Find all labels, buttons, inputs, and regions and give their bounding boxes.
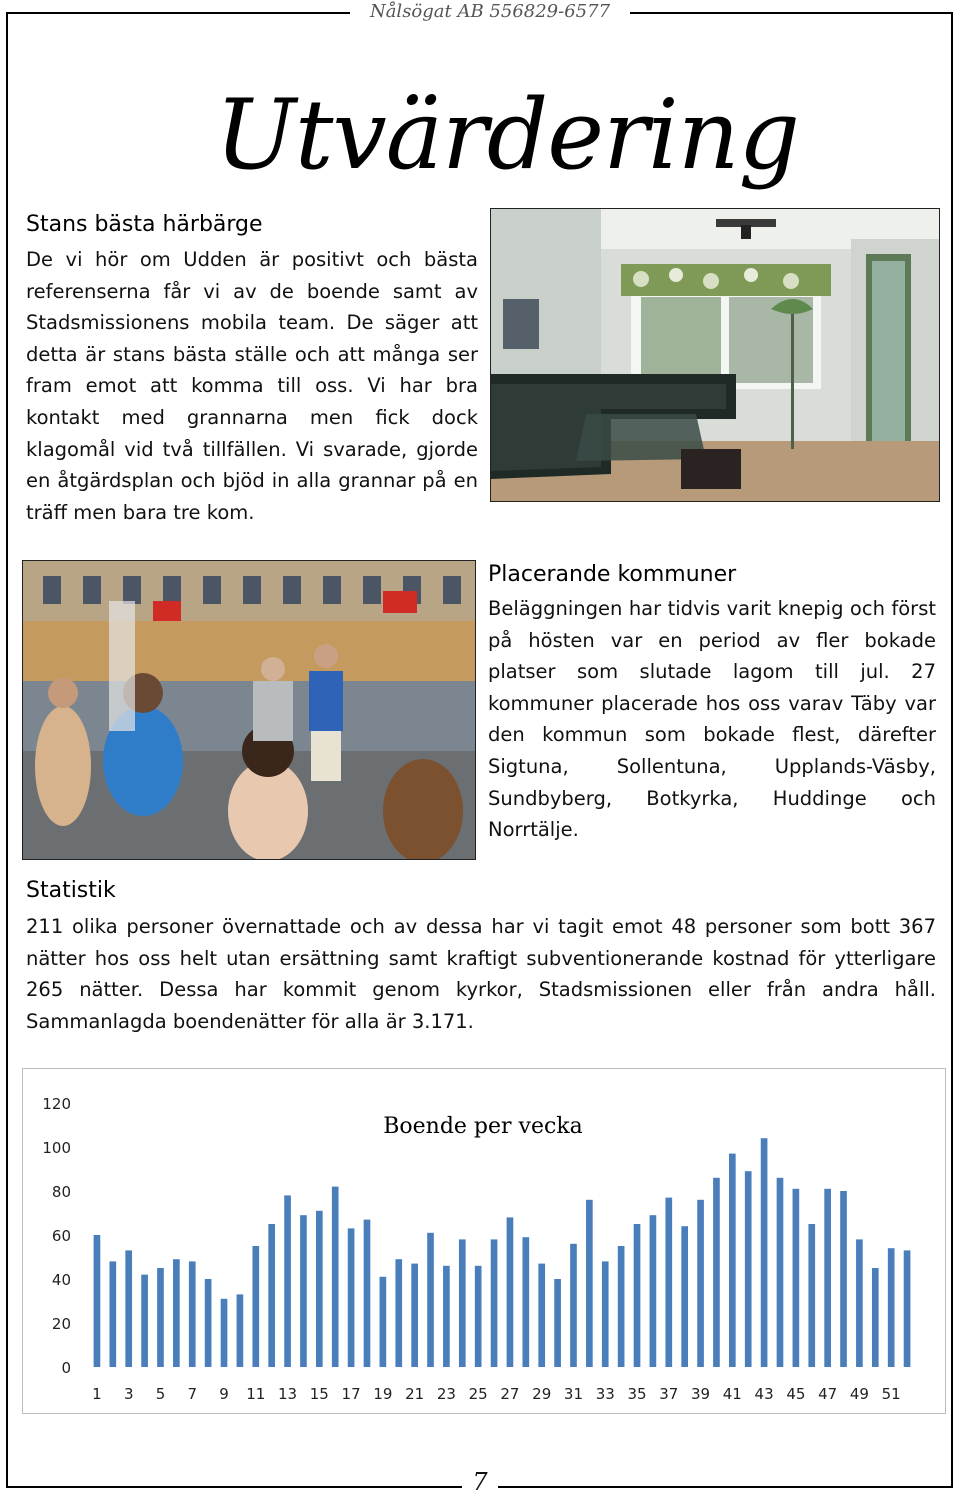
x-tick-label: 21: [405, 1385, 425, 1403]
x-tick-label: 7: [187, 1385, 198, 1403]
x-tick-label: 9: [219, 1385, 229, 1403]
bar-week-42: [745, 1171, 752, 1367]
bar-week-22: [427, 1233, 434, 1367]
bar-week-29: [538, 1264, 545, 1367]
x-tick-label: 39: [691, 1385, 711, 1403]
bar-week-25: [475, 1266, 482, 1367]
x-tick-label: 35: [627, 1385, 647, 1403]
room-photo-illustration: [491, 209, 939, 501]
y-tick-label: 80: [51, 1183, 71, 1201]
section-text-best-shelter: De vi hör om Udden är positivt och bästa referenserna får vi av de boende samt av Stadsmissionens mobila team. De säger att detta är stans bästa ställe och att många ser fram emot att komma till oss. Vi har bra kontakt med grannarna men fick dock klagomål vid två tillfällen. Vi svarade, gjorde en åtgärdsplan och bjöd in alla grannar på en träff men bara tre kom.: [26, 248, 478, 524]
bar-week-49: [856, 1239, 863, 1367]
section-heading-statistics: Statistik: [26, 878, 116, 903]
bar-week-20: [395, 1259, 402, 1367]
x-tick-label: 19: [373, 1385, 393, 1403]
x-tick-label: 29: [532, 1385, 552, 1403]
x-tick-label: 45: [786, 1385, 806, 1403]
x-tick-label: 41: [722, 1385, 742, 1403]
weekly-occupancy-chart: [22, 1068, 946, 1414]
y-tick-label: 60: [51, 1227, 71, 1245]
bar-week-48: [840, 1191, 847, 1367]
bar-week-33: [602, 1261, 609, 1367]
bar-week-13: [284, 1195, 291, 1367]
x-tick-label: 5: [155, 1385, 166, 1403]
bar-week-37: [665, 1198, 672, 1367]
x-tick-label: 31: [563, 1385, 584, 1403]
bar-week-2: [109, 1261, 116, 1367]
bar-week-34: [618, 1246, 625, 1367]
bar-week-19: [380, 1277, 387, 1367]
bar-week-43: [761, 1138, 768, 1367]
x-tick-label: 1: [92, 1385, 102, 1403]
bar-week-21: [411, 1264, 418, 1367]
x-tick-label: 23: [436, 1385, 456, 1403]
bar-week-38: [681, 1226, 688, 1367]
bar-week-36: [650, 1215, 657, 1367]
bar-week-18: [364, 1220, 371, 1367]
bar-week-44: [777, 1178, 784, 1367]
bar-week-7: [189, 1261, 196, 1367]
bar-week-11: [252, 1246, 259, 1367]
bar-week-8: [205, 1279, 212, 1367]
bar-week-16: [332, 1187, 339, 1367]
bar-week-41: [729, 1154, 736, 1367]
street-photo: [22, 560, 476, 860]
room-photo: [490, 208, 940, 502]
bar-week-1: [94, 1235, 101, 1367]
bar-week-31: [570, 1244, 577, 1367]
bar-week-10: [237, 1294, 244, 1367]
bar-week-9: [221, 1299, 228, 1367]
x-tick-label: 47: [818, 1385, 838, 1403]
section-text-statistics: 211 olika personer övernattade och av dessa har vi tagit emot 48 personer som bott 367 nätter hos oss helt utan ersättning samt kraftigt subventionerande kostnad för ytterligare 265 nätter. Dessa har kommit genom kyrkor, Stadsmissionen eller från andra håll. Sammanlagda boendenätter för alla är 3.171.: [26, 915, 936, 1033]
bar-week-30: [554, 1279, 561, 1367]
x-tick-label: 17: [341, 1385, 361, 1403]
bar-week-47: [824, 1189, 831, 1367]
bar-week-32: [586, 1200, 593, 1367]
x-tick-label: 43: [754, 1385, 774, 1403]
x-tick-label: 33: [595, 1385, 615, 1403]
bar-week-17: [348, 1228, 355, 1367]
x-tick-label: 3: [123, 1385, 134, 1403]
chart-title: Boende per vecka: [383, 1114, 583, 1139]
bar-week-6: [173, 1259, 180, 1367]
x-tick-label: 51: [881, 1385, 901, 1403]
x-tick-label: 27: [500, 1385, 520, 1403]
bar-week-14: [300, 1215, 307, 1367]
y-tick-label: 20: [51, 1315, 71, 1333]
x-tick-label: 11: [246, 1385, 266, 1403]
page-title: Utvärdering: [215, 79, 799, 191]
bar-week-24: [459, 1239, 466, 1367]
x-tick-label: 49: [849, 1385, 869, 1403]
bar-week-51: [888, 1248, 895, 1367]
y-tick-label: 40: [51, 1271, 71, 1289]
bar-week-28: [522, 1237, 529, 1367]
company-header: Nålsögat AB 556829-6577: [350, 0, 630, 24]
bar-week-52: [904, 1250, 911, 1367]
section-heading-best-shelter: Stans bästa härbärge: [26, 212, 263, 237]
bar-week-26: [491, 1239, 498, 1367]
street-photo-illustration: [23, 561, 475, 859]
section-text-municipalities: Beläggningen har tidvis varit knepig och först på hösten var en period av fler bokade platser som slutade lagom till jul. 27 kommuner placerade hos oss varav Täby var den kommun som bokade flest, därefter Sigtuna, Sollentuna, Upplands-Väsby, Sundbyberg, Botkyrka, Huddinge och Norrtälje.: [488, 597, 936, 842]
bar-week-50: [872, 1268, 879, 1367]
bar-week-12: [268, 1224, 275, 1367]
bar-week-35: [634, 1224, 641, 1367]
y-tick-label: 120: [42, 1095, 71, 1113]
x-tick-label: 37: [659, 1385, 679, 1403]
page-number-area: [0, 1468, 960, 1496]
bar-week-39: [697, 1200, 704, 1367]
section-heading-municipalities: Placerande kommuner: [488, 562, 737, 587]
chart-svg: [23, 1069, 945, 1413]
page-number: 7: [462, 1468, 497, 1496]
bar-week-15: [316, 1211, 323, 1367]
bar-week-27: [507, 1217, 514, 1367]
bar-week-46: [808, 1224, 815, 1367]
x-tick-label: 15: [309, 1385, 329, 1403]
bar-week-45: [793, 1189, 800, 1367]
x-tick-label: 25: [468, 1385, 488, 1403]
bar-week-40: [713, 1178, 720, 1367]
y-tick-label: 0: [61, 1359, 71, 1377]
y-tick-label: 100: [42, 1139, 71, 1157]
bar-week-3: [125, 1250, 132, 1367]
bar-week-5: [157, 1268, 164, 1367]
x-tick-label: 13: [278, 1385, 298, 1403]
bar-week-23: [443, 1266, 450, 1367]
bar-week-4: [141, 1275, 148, 1367]
